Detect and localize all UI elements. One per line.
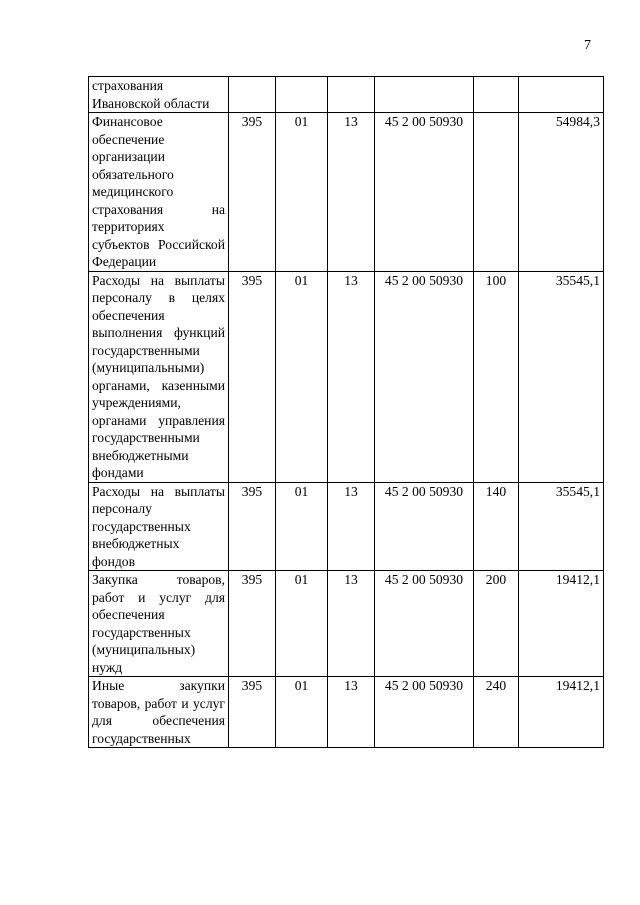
- row-grbs: 395: [229, 677, 276, 748]
- row-section: 01: [276, 571, 328, 677]
- row-subsection: 13: [328, 113, 375, 272]
- table-row: [89, 271, 604, 482]
- row-subsection: 13: [328, 271, 375, 482]
- row-sum: 54984,3: [519, 113, 604, 272]
- table-row: [89, 482, 604, 571]
- budget-table: [88, 76, 604, 748]
- row-expense-type: 100: [474, 271, 519, 482]
- row-grbs: 395: [229, 571, 276, 677]
- row-name: Иные закупки товаров, работ и услуг для обеспечения государственных: [89, 677, 229, 748]
- row-sum: 19412,1: [519, 571, 604, 677]
- row-expense-type: 140: [474, 482, 519, 571]
- row-target-article: 45 2 00 50930: [375, 482, 474, 571]
- row-section: [276, 77, 328, 113]
- row-target-article: 45 2 00 50930: [375, 271, 474, 482]
- row-grbs: 395: [229, 271, 276, 482]
- row-name: Расходы на выплаты персоналу государственных внебюджетных фондов: [89, 482, 229, 571]
- row-section: 01: [276, 271, 328, 482]
- page-number: 7: [584, 38, 591, 53]
- row-name: Финансовое обеспечение организации обязательного медицинского страхования на территориях субъектов Российской Федерации: [89, 113, 229, 272]
- row-sum: 19412,1: [519, 677, 604, 748]
- row-section: 01: [276, 482, 328, 571]
- row-subsection: 13: [328, 571, 375, 677]
- row-target-article: [375, 77, 474, 113]
- table-row: [89, 677, 604, 748]
- table-row: [89, 571, 604, 677]
- row-expense-type: 240: [474, 677, 519, 748]
- row-sum: 35545,1: [519, 271, 604, 482]
- row-expense-type: [474, 113, 519, 272]
- row-section: 01: [276, 677, 328, 748]
- row-grbs: 395: [229, 113, 276, 272]
- table-row: [89, 77, 604, 113]
- row-subsection: [328, 77, 375, 113]
- row-expense-type: 200: [474, 571, 519, 677]
- row-expense-type: [474, 77, 519, 113]
- row-subsection: 13: [328, 677, 375, 748]
- row-name: страхования Ивановской области: [89, 77, 229, 113]
- row-section: 01: [276, 113, 328, 272]
- table-row: [89, 113, 604, 272]
- row-name: Закупка товаров, работ и услуг для обеспечения государственных (муниципальных) нужд: [89, 571, 229, 677]
- row-sum: [519, 77, 604, 113]
- row-target-article: 45 2 00 50930: [375, 113, 474, 272]
- row-grbs: 395: [229, 482, 276, 571]
- row-grbs: [229, 77, 276, 113]
- row-name: Расходы на выплаты персоналу в целях обеспечения выполнения функций государственными (муниципальными) органами, казенными учреждениями, органами управления государственными внебюджетными фондами: [89, 271, 229, 482]
- row-subsection: 13: [328, 482, 375, 571]
- row-target-article: 45 2 00 50930: [375, 571, 474, 677]
- row-target-article: 45 2 00 50930: [375, 677, 474, 748]
- row-sum: 35545,1: [519, 482, 604, 571]
